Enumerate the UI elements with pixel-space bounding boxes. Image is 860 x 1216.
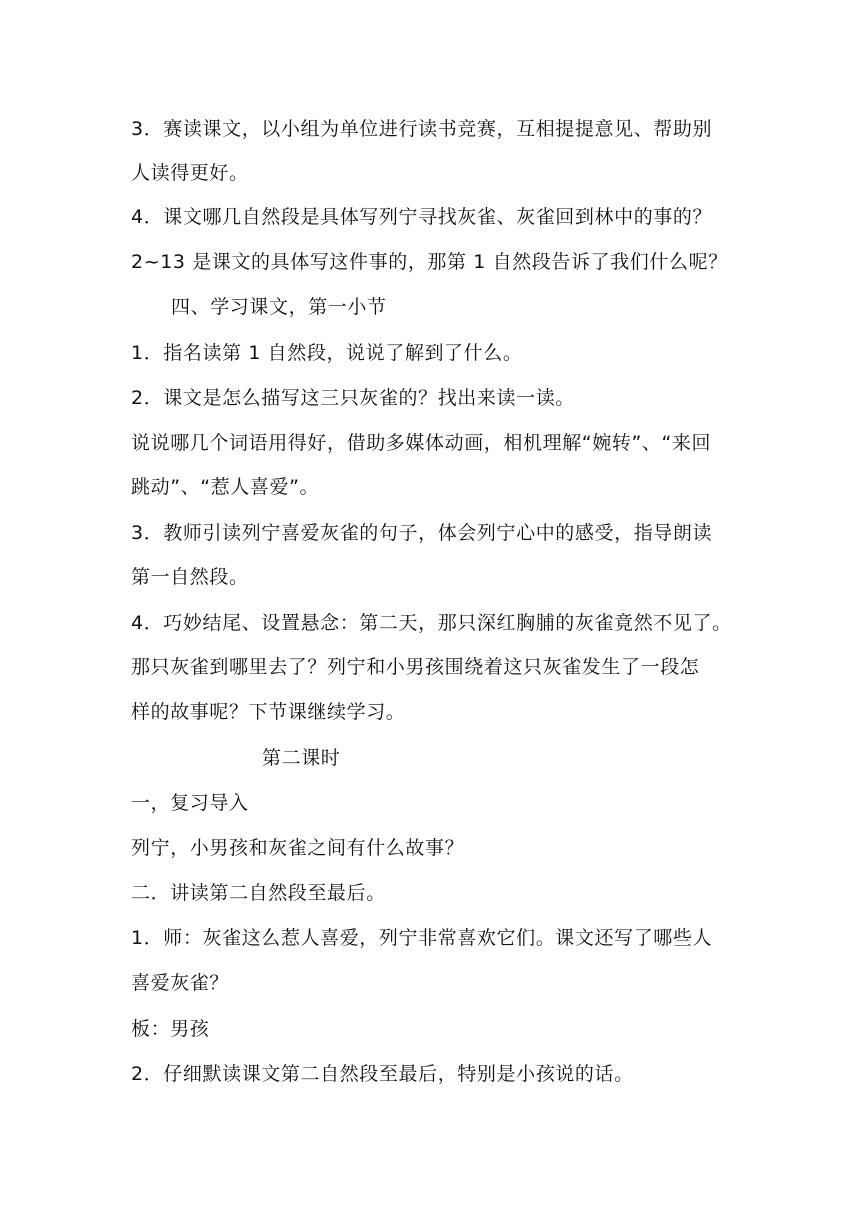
paragraph-line: 一，复习导入 xyxy=(131,792,249,814)
paragraph-line: 2．课文是怎么描写这三只灰雀的？找出来读一读。 xyxy=(131,387,575,409)
paragraph-line: 喜爱灰雀？ xyxy=(131,972,230,994)
paragraph-line: 4．巧妙结尾、设置悬念：第二天，那只深红胸脯的灰雀竟然不见了。 xyxy=(131,612,732,634)
paragraph-line: 4．课文哪几自然段是具体写列宁寻找灰雀、灰雀回到林中的事的？ xyxy=(131,206,713,228)
paragraph-line: 那只灰雀到哪里去了？列宁和小男孩围绕着这只灰雀发生了一段怎 xyxy=(131,656,700,678)
paragraph-line: 2~13 是课文的具体写这件事的，那第 1 自然段告诉了我们什么呢？ xyxy=(131,251,728,273)
paragraph-line: 跳动”、“惹人喜爱”。 xyxy=(131,476,320,498)
section-heading: 四、学习课文，第一小节 xyxy=(171,296,387,318)
paragraph-line: 3．教师引读列宁喜爱灰雀的句子，体会列宁心中的感受，指导朗读 xyxy=(131,522,713,544)
paragraph-line: 3．赛读课文，以小组为单位进行读书竞赛，互相提提意见、帮助别 xyxy=(131,118,713,140)
paragraph-line: 样的故事呢？下节课继续学习。 xyxy=(131,701,406,723)
lesson-heading: 第二课时 xyxy=(262,747,341,769)
paragraph-line: 人读得更好。 xyxy=(131,162,249,184)
paragraph-line: 二．讲读第二自然段至最后。 xyxy=(131,882,386,904)
paragraph-line: 2．仔细默读课文第二自然段至最后，特别是小孩说的话。 xyxy=(131,1063,634,1085)
paragraph-line: 列宁，小男孩和灰雀之间有什么故事？ xyxy=(131,837,465,859)
paragraph-line: 第一自然段。 xyxy=(131,566,249,588)
paragraph-line: 板：男孩 xyxy=(131,1018,210,1040)
paragraph-line: 1．师：灰雀这么惹人喜爱，列宁非常喜欢它们。课文还写了哪些人 xyxy=(131,927,713,949)
paragraph-line: 说说哪几个词语用得好，借助多媒体动画，相机理解“婉转”、“来回 xyxy=(131,432,712,454)
paragraph-line: 1．指名读第 1 自然段，说说了解到了什么。 xyxy=(131,342,523,364)
